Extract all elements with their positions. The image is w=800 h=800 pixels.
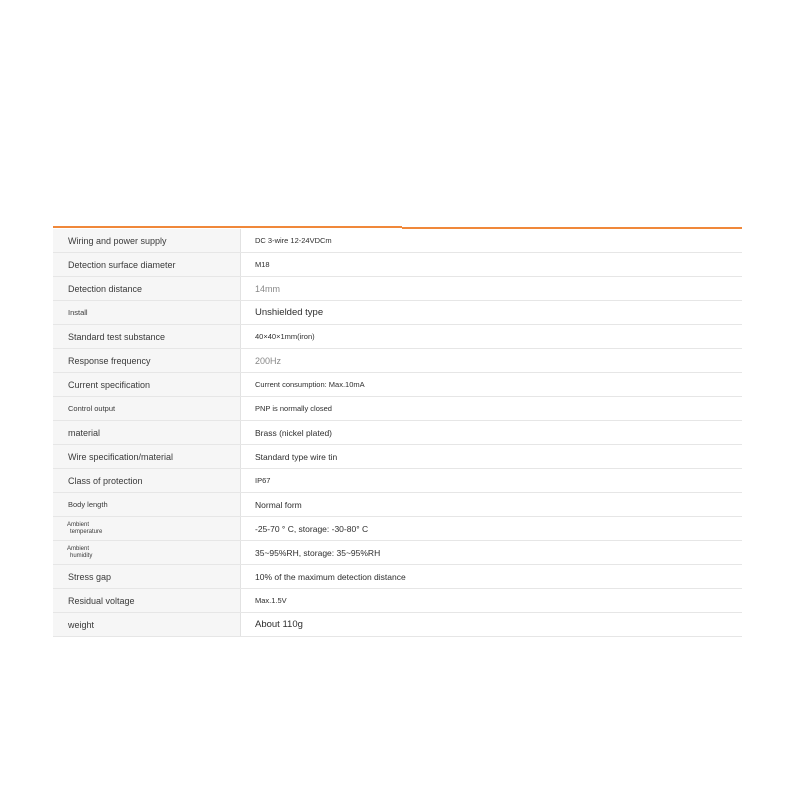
table-row — [53, 589, 742, 613]
spec-label-ambient-temperature — [53, 517, 241, 541]
spec-value: 10% of the maximum detection distance — [241, 565, 743, 589]
table-row — [53, 277, 742, 301]
spec-value: M18 — [241, 253, 743, 277]
table-row — [53, 613, 742, 637]
spec-label-line: Ambient — [67, 545, 90, 552]
spec-label: Response frequency — [53, 349, 241, 373]
table-row — [53, 373, 742, 397]
spec-value: 200Hz — [241, 349, 743, 373]
spec-label: weight — [53, 613, 241, 637]
spec-value: Max.1.5V — [241, 589, 743, 613]
table-row — [53, 469, 742, 493]
spec-value: 35~95%RH, storage: 35~95%RH — [241, 541, 743, 565]
spec-label: Class of protection — [53, 469, 241, 493]
table-row — [53, 301, 742, 325]
spec-label: Control output — [53, 397, 241, 421]
table-row — [53, 229, 742, 253]
spec-label-line: Ambient — [67, 521, 90, 528]
table-row — [53, 541, 742, 565]
table-row — [53, 565, 742, 589]
spec-label: material — [53, 421, 241, 445]
spec-label-ambient-humidity — [53, 541, 241, 565]
spec-value: 40×40×1mm(iron) — [241, 325, 743, 349]
spec-value: About 110g — [241, 613, 743, 637]
spec-table — [53, 229, 742, 637]
spec-label-line: humidity — [70, 552, 93, 559]
top-rule-right-segment — [402, 227, 742, 229]
spec-value: -25-70 ° C, storage: -30-80° C — [241, 517, 743, 541]
spec-label: Install — [53, 301, 241, 325]
table-row — [53, 421, 742, 445]
table-row — [53, 517, 742, 541]
spec-label: Stress gap — [53, 565, 241, 589]
table-row — [53, 325, 742, 349]
spec-value: Brass (nickel plated) — [241, 421, 743, 445]
spec-label: Standard test substance — [53, 325, 241, 349]
orange-top-rule — [53, 226, 742, 229]
spec-label: Wiring and power supply — [53, 229, 241, 253]
table-row — [53, 349, 742, 373]
spec-value: 14mm — [241, 277, 743, 301]
spec-value: Unshielded type — [241, 301, 743, 325]
table-row — [53, 493, 742, 517]
spec-sheet — [53, 226, 742, 637]
spec-label: Current specification — [53, 373, 241, 397]
spec-label-line: temperature — [70, 528, 103, 535]
table-row — [53, 253, 742, 277]
spec-value: PNP is normally closed — [241, 397, 743, 421]
spec-label: Wire specification/material — [53, 445, 241, 469]
spec-label: Residual voltage — [53, 589, 241, 613]
top-rule-left-segment — [53, 226, 402, 228]
spec-value: Standard type wire tin — [241, 445, 743, 469]
spec-value: Normal form — [241, 493, 743, 517]
table-row — [53, 397, 742, 421]
spec-label: Detection surface diameter — [53, 253, 241, 277]
spec-value: IP67 — [241, 469, 743, 493]
table-row — [53, 445, 742, 469]
spec-value: DC 3-wire 12-24VDCm — [241, 229, 743, 253]
spec-label: Body length — [53, 493, 241, 517]
spec-label: Detection distance — [53, 277, 241, 301]
spec-value: Current consumption: Max.10mA — [241, 373, 743, 397]
